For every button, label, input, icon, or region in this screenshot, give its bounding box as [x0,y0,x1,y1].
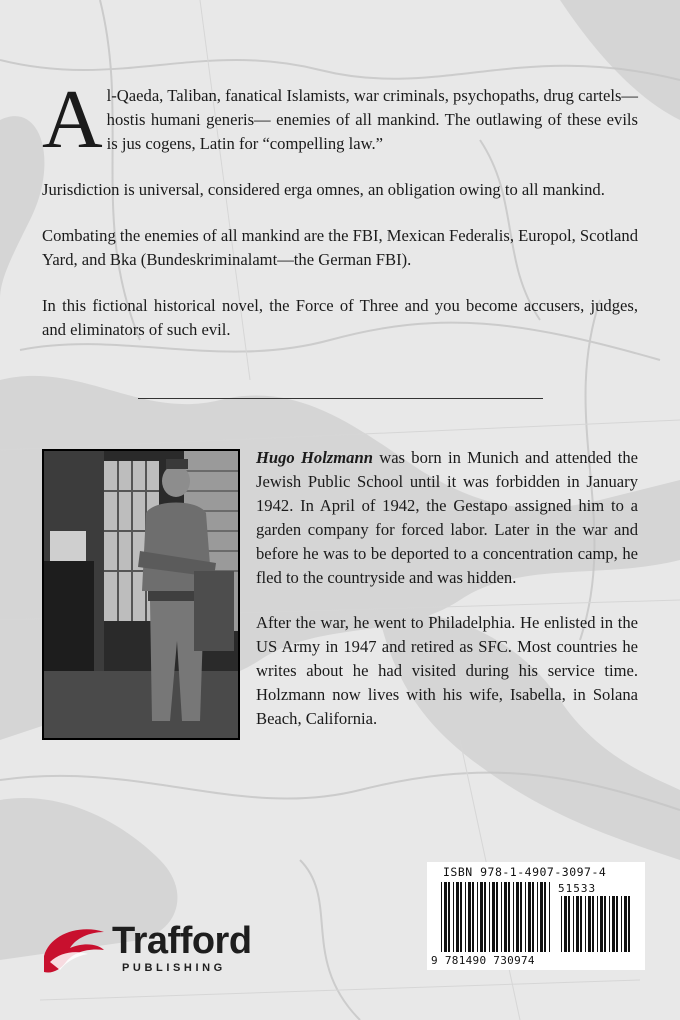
barcode-bar [472,882,474,952]
intro-paragraph-2: Jurisdiction is universal, considered erga omnes, an obligation owing to all mankind. [42,180,605,199]
bio-paragraph-1-text: was born in Munich and attended the Jewish Public School until it was forbidden in January 1942. In April of 1942, the Gestapo assigned him to a garden company for forced labor. Later in the war and before he was to be deported to a concentration camp, he fled to the countryside and was hidden. [256,448,638,587]
barcode-bar [460,882,462,952]
author-bio [256,446,638,752]
barcode-bar [453,882,454,952]
intro-paragraph-3: Combating the enemies of all mankind are the FBI, Mexican Federalis, Europol, Scotland Yard, and Bka (Bundeskriminalamt—the German FBI). [42,226,638,269]
barcode-bar [489,882,490,952]
barcode-bar [537,882,538,952]
intro-paragraph-4: In this fictional historical novel, the Force of Three and you become accusers, judges, and eliminators of such evil. [42,296,638,339]
barcode-bar [456,882,459,952]
barcode-bar [612,896,615,952]
barcode-bar [588,896,591,952]
barcode-bar [465,882,466,952]
barcode-bar [561,896,562,952]
barcode-bar [528,882,531,952]
barcode-bar [480,882,483,952]
barcode-bar [444,882,447,952]
barcode-bar [516,882,519,952]
publisher-logo [40,920,300,980]
barcode-bar [468,882,471,952]
barcode-bar [585,896,586,952]
isbn-number: ISBN 978-1-4907-3097-4 [443,865,607,879]
barcode-bar [624,896,627,952]
bio-paragraph-1 [256,446,638,590]
bio-paragraph-2: After the war, he went to Philadelphia. He enlisted in the US Army in 1947 and retired as SFC. Most countries he writes about he had visited during his service time. Holzmann now lives with his wife, Isabella, in Solana Beach, California. [256,613,638,728]
barcode-bar [448,882,450,952]
barcode-bar [597,896,598,952]
barcode-bar [520,882,522,952]
barcode-bar [508,882,510,952]
barcode-bar [549,882,550,952]
barcode-bar [573,896,574,952]
barcode-bar [532,882,534,952]
barcode-bar [492,882,495,952]
barcode-bar [496,882,498,952]
barcode-bar [580,896,582,952]
barcode-bar [484,882,486,952]
barcode-bar [609,896,610,952]
isbn-barcode [427,862,645,970]
barcode-bar [568,896,570,952]
barcode-bar [576,896,579,952]
author-photo [42,449,240,740]
barcode-bar [477,882,478,952]
intro-paragraph-1 [42,73,638,166]
section-divider [138,398,543,399]
barcode-bar [616,896,618,952]
barcode-bar [600,896,603,952]
barcode-bar [604,896,606,952]
intro-text [42,73,638,364]
barcode-bar [540,882,543,952]
publisher-name: Trafford [112,920,252,962]
barcode-bar [544,882,546,952]
barcode-bar [504,882,507,952]
barcode-bar [525,882,526,952]
barcode-bar [501,882,502,952]
barcode-bar [628,896,630,952]
price-addon-number: 51533 [558,882,597,895]
publisher-subtitle: PUBLISHING [122,962,226,974]
barcode-bar [564,896,567,952]
barcode-bar [441,882,442,952]
author-name: Hugo Holzmann [256,448,373,467]
ean-number: 9 781490 730974 [431,954,535,967]
barcode-bar [592,896,594,952]
trafford-emblem-icon [40,922,108,976]
barcode-bar [513,882,514,952]
drop-cap: A [42,73,103,166]
intro-paragraph-1-text: l-Qaeda, Taliban, fanatical Islamists, war criminals, psychopaths, drug cartels—hostis humani generis— enemies of all mankind. The outlawing of these evils is jus cogens, Latin for “compelling law.” [106,86,638,153]
author-photo-image [44,451,238,738]
barcode-bar [621,896,622,952]
